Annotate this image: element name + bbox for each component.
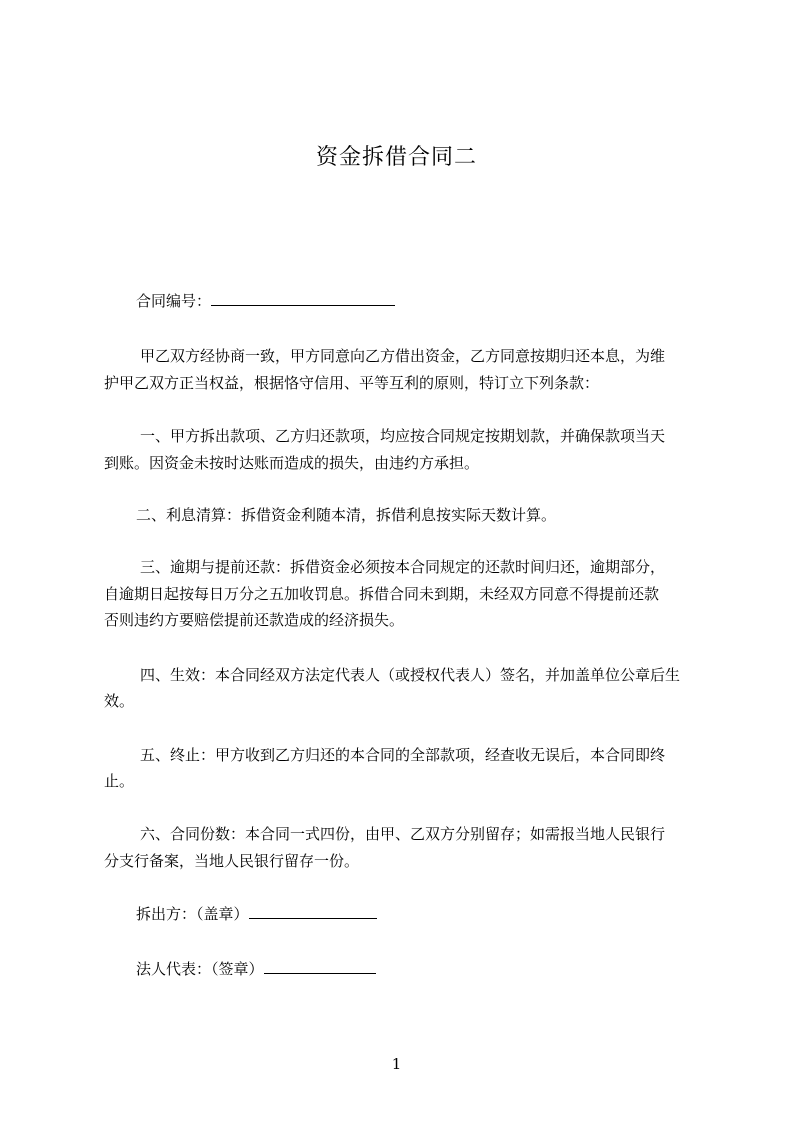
signature-lender-line bbox=[136, 904, 377, 924]
preamble-line-1: 甲乙双方经协商一致，甲方同意向乙方借出资金，乙方同意按期归还本息，为维 bbox=[140, 347, 666, 365]
contract-number-label: 合同编号： bbox=[136, 292, 212, 310]
clause-1-line-1: 一、甲方拆出款项、乙方归还款项，均应按合同规定按期划款，并确保款项当天 bbox=[140, 427, 666, 445]
signature-representative-label: 法人代表：（签章） bbox=[136, 960, 264, 978]
contract-number-blank bbox=[211, 291, 395, 306]
signature-representative-blank bbox=[264, 959, 376, 974]
contract-number-line bbox=[136, 291, 395, 311]
signature-lender-blank bbox=[249, 904, 377, 919]
clause-6-line-1: 六、合同份数：本合同一式四份，由甲、乙双方分别留存；如需报当地人民银行 bbox=[140, 825, 666, 843]
clause-3-line-3: 否则违约方要赔偿提前还款造成的经济损失。 bbox=[104, 611, 405, 629]
preamble-line-2: 护甲乙双方正当权益，根据恪守信用、平等互利的原则，特订立下列条款： bbox=[104, 374, 600, 392]
signature-lender-label: 拆出方：（盖章） bbox=[136, 905, 249, 923]
clause-1-line-2: 到账。因资金未按时达账而造成的损失，由违约方承担。 bbox=[104, 454, 480, 472]
clause-2-line-1: 二、利息清算：拆借资金利随本清，拆借利息按实际天数计算。 bbox=[136, 506, 557, 524]
clause-5-line-2: 止。 bbox=[104, 772, 135, 790]
clause-5-line-1: 五、终止：甲方收到乙方归还的本合同的全部款项，经查收无误后，本合同即终 bbox=[140, 746, 666, 764]
clause-4-line-2: 效。 bbox=[104, 692, 135, 710]
clause-4-line-1: 四、生效：本合同经双方法定代表人（或授权代表人）签名，并加盖单位公章后生 bbox=[140, 666, 681, 684]
clause-3-line-1: 三、逾期与提前还款：拆借资金必须按本合同规定的还款时间归还，逾期部分， bbox=[140, 558, 666, 576]
page-number: 1 bbox=[391, 1055, 402, 1073]
signature-representative-line bbox=[136, 959, 376, 979]
page-title: 资金拆借合同二 bbox=[315, 145, 477, 170]
clause-6-line-2: 分支行备案，当地人民银行留存一份。 bbox=[104, 852, 360, 870]
clause-3-line-2: 自逾期日起按每日万分之五加收罚息。拆借合同未到期，未经双方同意不得提前还款 bbox=[104, 585, 660, 603]
